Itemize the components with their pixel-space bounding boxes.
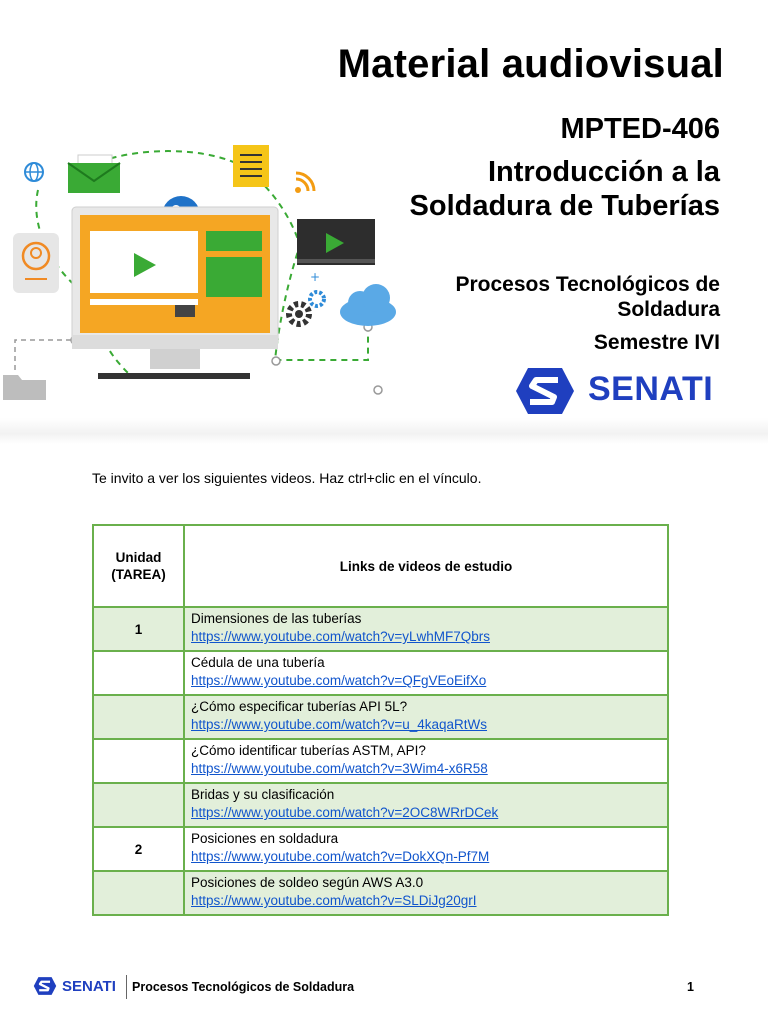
video-link[interactable]: https://www.youtube.com/watch?v=SLDiJg20grI [191, 893, 477, 908]
cloud-icon [340, 284, 396, 326]
cover-header [0, 0, 768, 440]
unit-cell [93, 871, 184, 915]
senati-logo-icon [514, 366, 576, 416]
video-link[interactable]: https://www.youtube.com/watch?v=2OC8WRrDCek [191, 805, 499, 820]
footer-title: Procesos Tecnológicos de Soldadura [132, 980, 355, 994]
program-name: Procesos Tecnológicos de Soldadura [455, 273, 720, 321]
unit-cell: 2 [93, 827, 184, 871]
senati-logo [514, 366, 719, 416]
link-cell [184, 695, 668, 739]
video-link[interactable]: https://www.youtube.com/watch?v=DokXQn-Pf7M [191, 849, 490, 864]
table-row [93, 607, 668, 651]
video-title: Dimensiones de las tuberías [191, 611, 362, 626]
intro-text: Te invito a ver los siguientes videos. Haz ctrl+clic en el vínculo. [92, 470, 482, 486]
course-code: MPTED-406 [560, 113, 720, 145]
video-link[interactable]: https://www.youtube.com/watch?v=yLwhMF7Qbrs [191, 629, 490, 644]
page-footer [0, 970, 768, 1004]
table-header-row [93, 525, 668, 607]
monitor-icon [72, 207, 278, 379]
document-icon [233, 145, 269, 187]
semester-label: Semestre IVI [593, 331, 720, 354]
header-shadow [0, 418, 768, 444]
video-link[interactable]: https://www.youtube.com/watch?v=QFgVEoEifXo [191, 673, 487, 688]
video-title: Posiciones de soldeo según AWS A3.0 [191, 875, 424, 890]
video-title: Posiciones en soldadura [191, 831, 339, 846]
video-title: Cédula de una tubería [191, 655, 325, 670]
page-title: Material audiovisual [337, 42, 724, 86]
link-cell [184, 651, 668, 695]
rss-icon [295, 173, 314, 193]
globe-icon [25, 163, 43, 181]
brand-name: SENATI [588, 370, 714, 408]
table-row [93, 651, 668, 695]
folder-icon [3, 375, 46, 400]
link-cell [184, 783, 668, 827]
link-cell [184, 871, 668, 915]
video-link[interactable]: https://www.youtube.com/watch?v=3Wim4-x6R58 [191, 761, 488, 776]
profile-icon [13, 233, 59, 293]
video-links-table [92, 524, 669, 916]
footer-brand: SENATI [62, 978, 116, 995]
unit-cell [93, 651, 184, 695]
header-unit: Unidad (TAREA) [93, 525, 184, 607]
unit-cell [93, 783, 184, 827]
video-player-icon [297, 219, 375, 265]
svg-text:+: + [310, 270, 321, 284]
video-title: ¿Cómo identificar tuberías ASTM, API? [191, 743, 426, 758]
footer-divider [126, 975, 127, 999]
table-row [93, 783, 668, 827]
link-cell [184, 607, 668, 651]
table-row [93, 871, 668, 915]
unit-cell: 1 [93, 607, 184, 651]
header-links: Links de videos de estudio [184, 525, 668, 607]
unit-cell [93, 739, 184, 783]
gear-icon [289, 270, 324, 324]
senati-logo-icon [33, 976, 57, 996]
table-row [93, 695, 668, 739]
video-link[interactable]: https://www.youtube.com/watch?v=u_4kaqaRtWs [191, 717, 488, 732]
table-row [93, 827, 668, 871]
link-cell [184, 739, 668, 783]
video-title: Bridas y su clasificación [191, 787, 335, 802]
page-number: 1 [687, 980, 694, 994]
envelope-icon [68, 155, 120, 193]
video-title: ¿Cómo especificar tuberías API 5L? [191, 699, 408, 714]
unit-cell [93, 695, 184, 739]
link-cell [184, 827, 668, 871]
table-row [93, 739, 668, 783]
course-name: Introducción a la Soldadura de Tuberías [409, 156, 720, 222]
